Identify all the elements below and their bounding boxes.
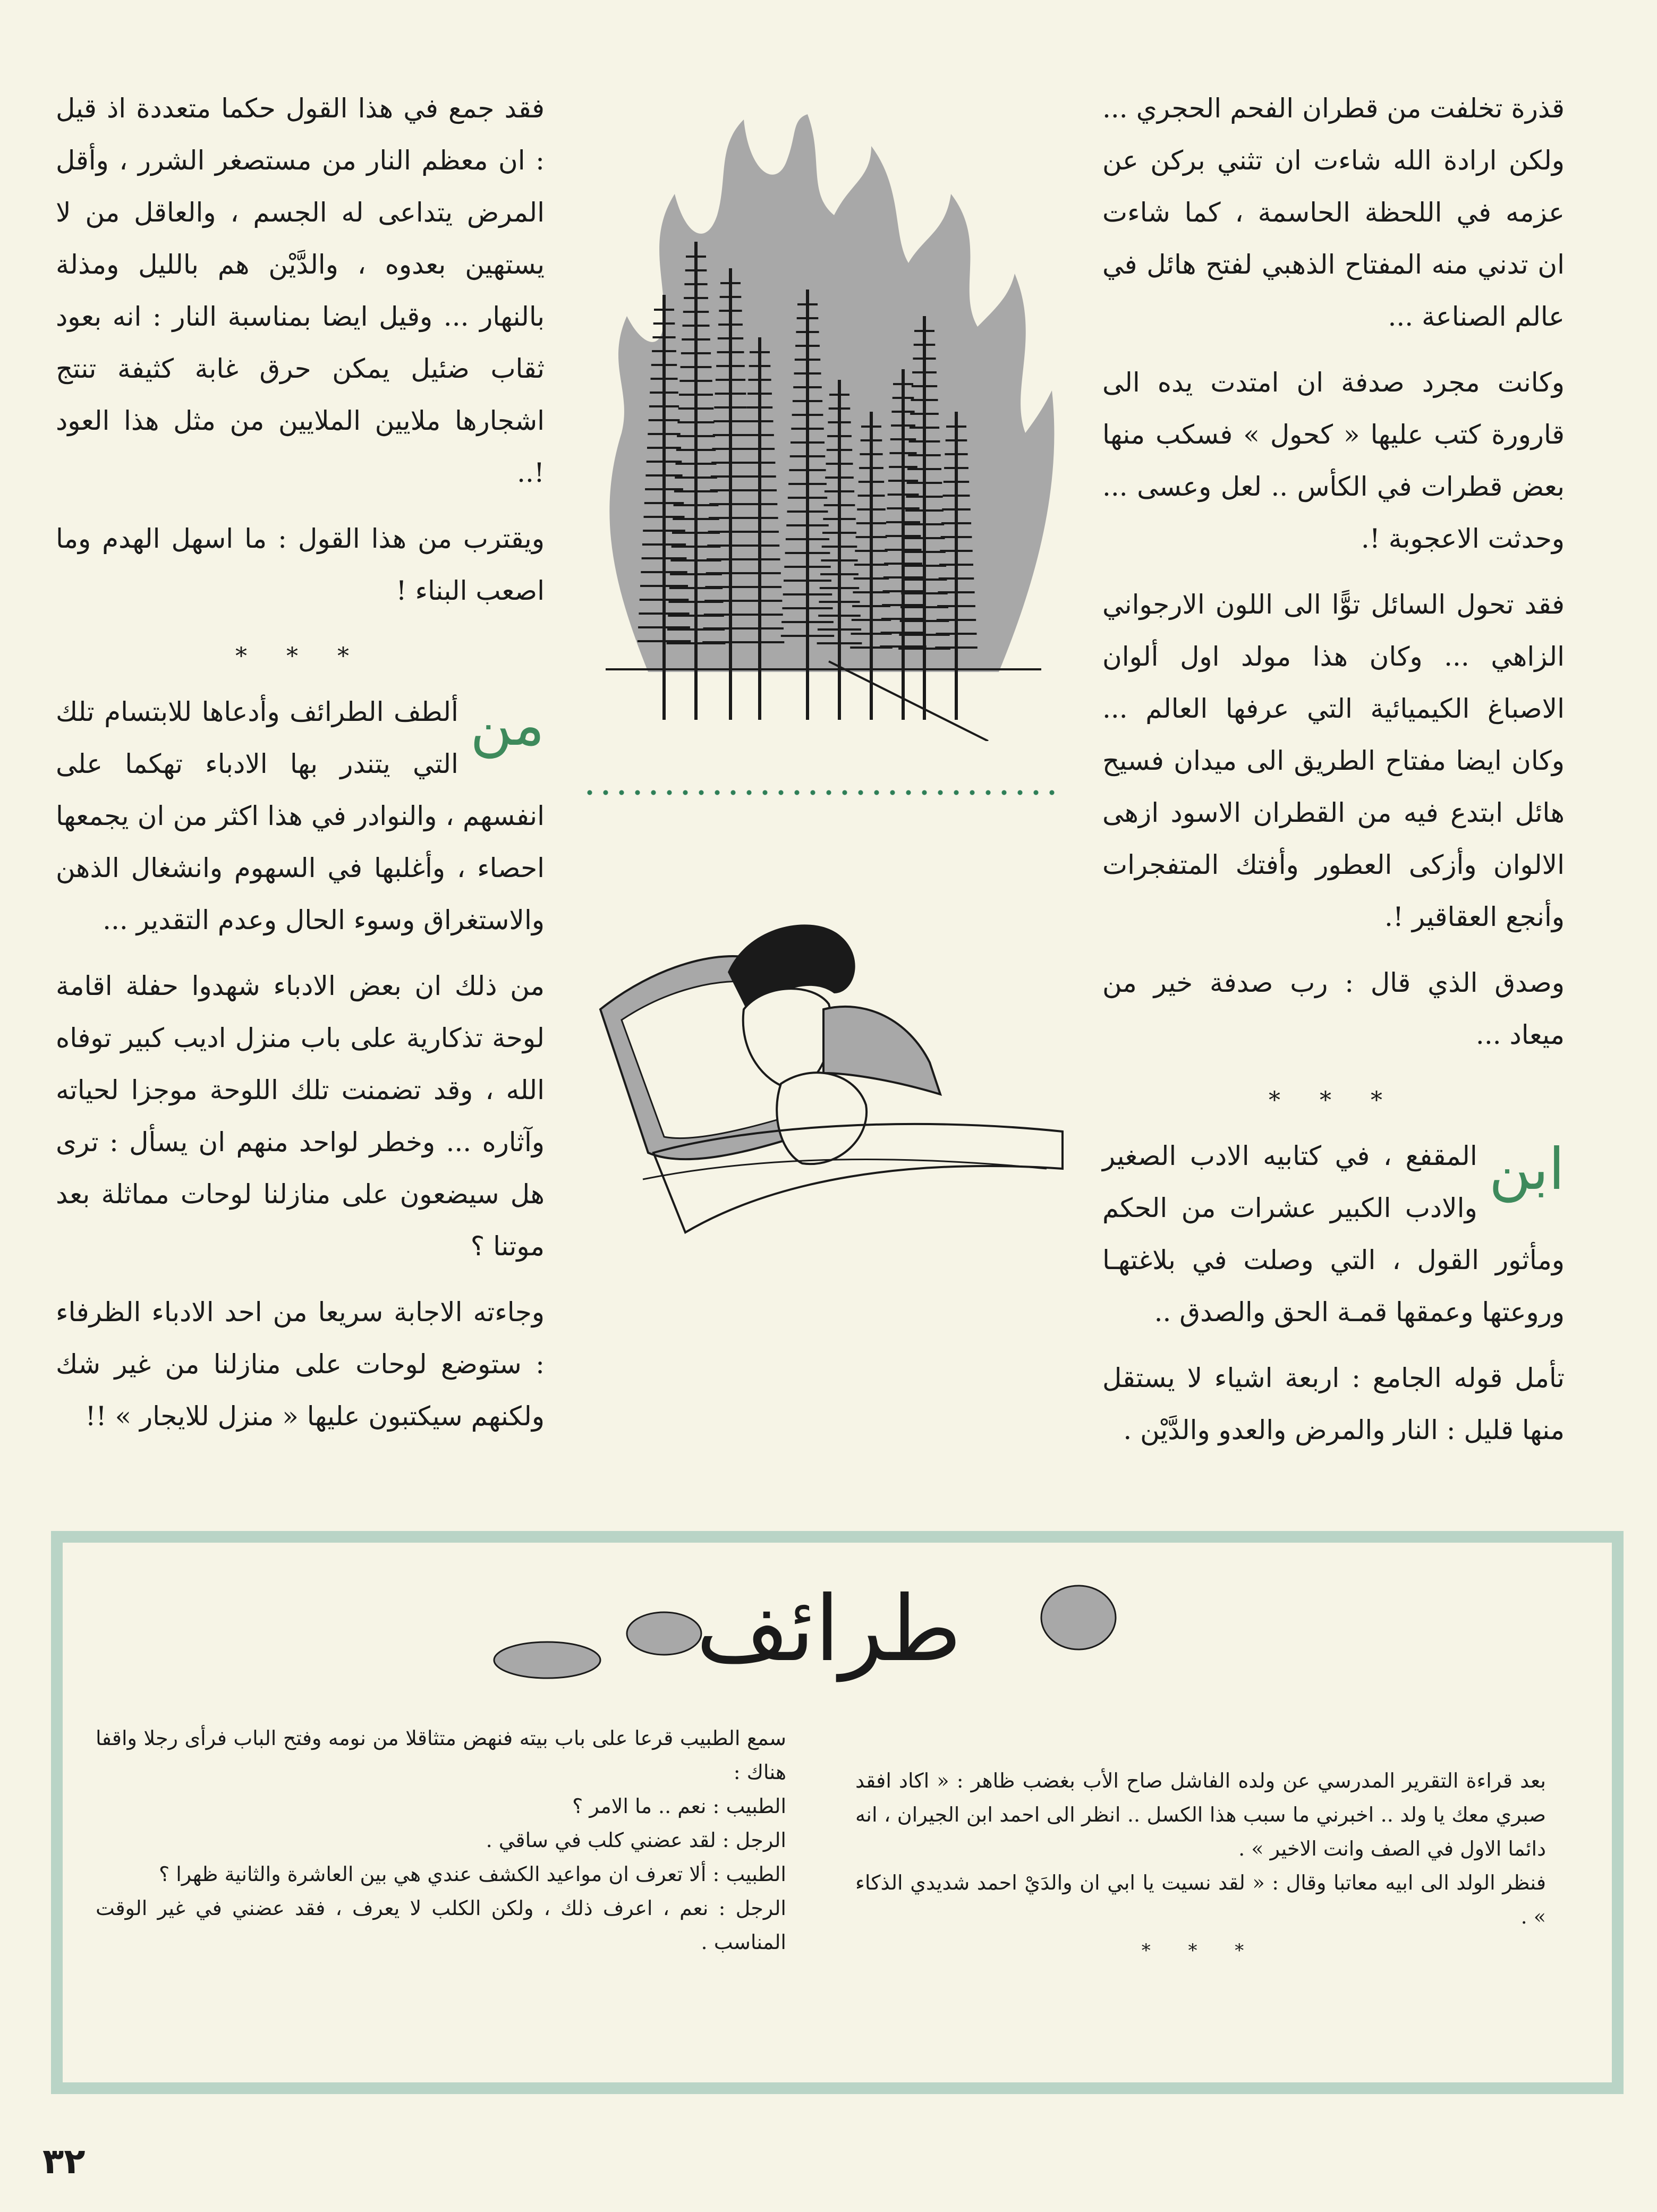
forest-fire-illustration	[584, 114, 1057, 741]
paragraph: وجاءته الاجابة سريعا من احد الادباء الظرفاء : ستوضع لوحات على منازلنا من غير شك ولكنهم سيكتبون عليها « منزل للايجار » !!	[56, 1297, 545, 1432]
fallen-tree	[829, 661, 988, 741]
joke-paragraph: فنظر الولد الى ابيه معاتبا وقال : « لقد نسيت يا ابي ان والدَيْ احمد شديدي الذكاء » .	[855, 1871, 1546, 1928]
joke-paragraph: سمع الطبيب قرعا على باب بيته فنهض متثاقلا من نومه وفتح الباب فرأى رجلا واقفا هناك :	[96, 1726, 786, 1784]
paragraph: وصدق الذي قال : رب صدفة خير من ميعاد ...	[1102, 967, 1565, 1050]
paragraph: قذرة تخلفت من قطران الفحم الحجري ... ولكن ارادة الله شاءت ان تثني بركن عن عزمه في اللحظة الحاسمة ، كما شاءت ان تدني منه المفتاح الذهبي لفتح هائل في عالم الصناعة ...	[1102, 93, 1565, 332]
joke-left	[96, 1721, 786, 1959]
blanket-fold	[643, 1160, 1047, 1179]
hands-handkerchief	[777, 1073, 866, 1164]
jokes-heading-calligraphy	[483, 1554, 1174, 1713]
dialogue-line: الرجل : نعم ، اعرف ذلك ، ولكن الكلب لا يعرف ، فقد عضني في غير الوقت المناسب .	[96, 1896, 786, 1954]
paragraph: ويقترب من هذا القول : ما اسهل الهدم وما اصعب البناء !	[56, 523, 545, 606]
paragraph: وكانت مجرد صدفة ان امتدت يده الى قارورة كتب عليها « كحول » فسكب منها بعض قطرات في الكأس .. لعل وعسى ... وحدثت الاعجوبة !.	[1102, 367, 1565, 554]
paragraph-with-drop-word	[56, 686, 545, 946]
paragraph: فقد تحول السائل توًّا الى اللون الارجواني الزاهي ... وكان هذا مولد اول ألوان الاصباغ الكيميائية التي عرفها العالم ... وكان ايضا مفتاح الطريق الى ميدان فسيح هائل ابتدع فيه من القطران الاسود ازهى الالوان وأزكى العطور وأفتك المتفجرات وأنجع العقاقير !.	[1102, 589, 1565, 932]
paragraph-text: المقفع ، في كتابيه الادب الصغير والادب الكبير عشرات من الحكم ومأثور القول ، التي وصلت في بلاغتهـا وروعتها وعمقها قمـة الحق والصدق ..	[1102, 1141, 1565, 1328]
dotted-divider	[582, 788, 1060, 797]
dialogue-line: الطبيب : نعم .. ما الامر ؟	[572, 1794, 786, 1818]
jokes-heading-text: طرائف	[696, 1577, 962, 1682]
paragraph-with-drop-word	[1102, 1130, 1565, 1338]
joke-separator-stars: * * *	[1141, 1940, 1260, 1961]
decorative-drop-word: من	[470, 692, 545, 759]
page-number: ٣٢	[43, 2141, 86, 2182]
decorative-drop-word: ابن	[1489, 1136, 1565, 1203]
dialogue-line: الرجل : لقد عضني كلب في ساقي .	[486, 1828, 786, 1852]
joke-paragraph: بعد قراءة التقرير المدرسي عن ولده الفاشل صاح الأب بغضب ظاهر : « اكاد افقد صبري معك يا ولد .. اخبرني ما سبب هذا الكسل .. انظر الى احمد ابن الجيران ، انه دائما الاول في الصف وانت الاخير » .	[855, 1769, 1546, 1860]
article-column-right	[1102, 82, 1565, 1470]
dialogue-line: الطبيب : ألا تعرف ان مواعيد الكشف عندي هي بين العاشرة والثانية ظهرا ؟	[158, 1862, 786, 1886]
paragraph: تأمل قوله الجامع : اربعة اشياء لا يستقل منها قليل : النار والمرض والعدو والدَّيْن .	[1102, 1363, 1565, 1445]
section-separator-stars: * * *	[235, 643, 365, 670]
paragraph: فقد جمع في هذا القول حكما متعددة اذ قيل : ان معظم النار من مستصغر الشرر ، وأقل المرض يتداعى له الجسم ، والعاقل من لا يستهين بعدوه ، والدَّيْن هم بالليل ومذلة بالنهار ... وقيل ايضا بمناسبة النار : انه بعود ثقاب ضئيل يمكن حرق غابة كثيفة تنتج اشجارها ملايين الملايين من مثل هذا العود !..	[56, 93, 545, 488]
joke-right	[855, 1764, 1546, 1968]
paragraph: من ذلك ان بعض الادباء شهدوا حفلة اقامة لوحة تذكارية على باب منزل اديب كبير توفاه الله ، وقد تضمنت تلك اللوحة موجزا لحياته وآثاره ... وخطر لواحد منهم ان يسأل : ترى هل سيضعون على منازلنا لوحات مماثلة بعد موتنا ؟	[56, 971, 545, 1262]
section-separator-stars: * * *	[1269, 1087, 1398, 1114]
sick-person-illustration	[590, 903, 1068, 1264]
article-column-left	[56, 82, 545, 1456]
paragraph-text: ألطف الطرائف وأدعاها للابتسام تلك التي يتندر بها الادباء تهكما على انفسهم ، والنوادر في هذا اكثر من ان يجمعها احصاء ، وأغلبها في السهوم وانشغال الذهن والاستغراق وسوء الحال وعدم التقدير ...	[56, 696, 545, 935]
